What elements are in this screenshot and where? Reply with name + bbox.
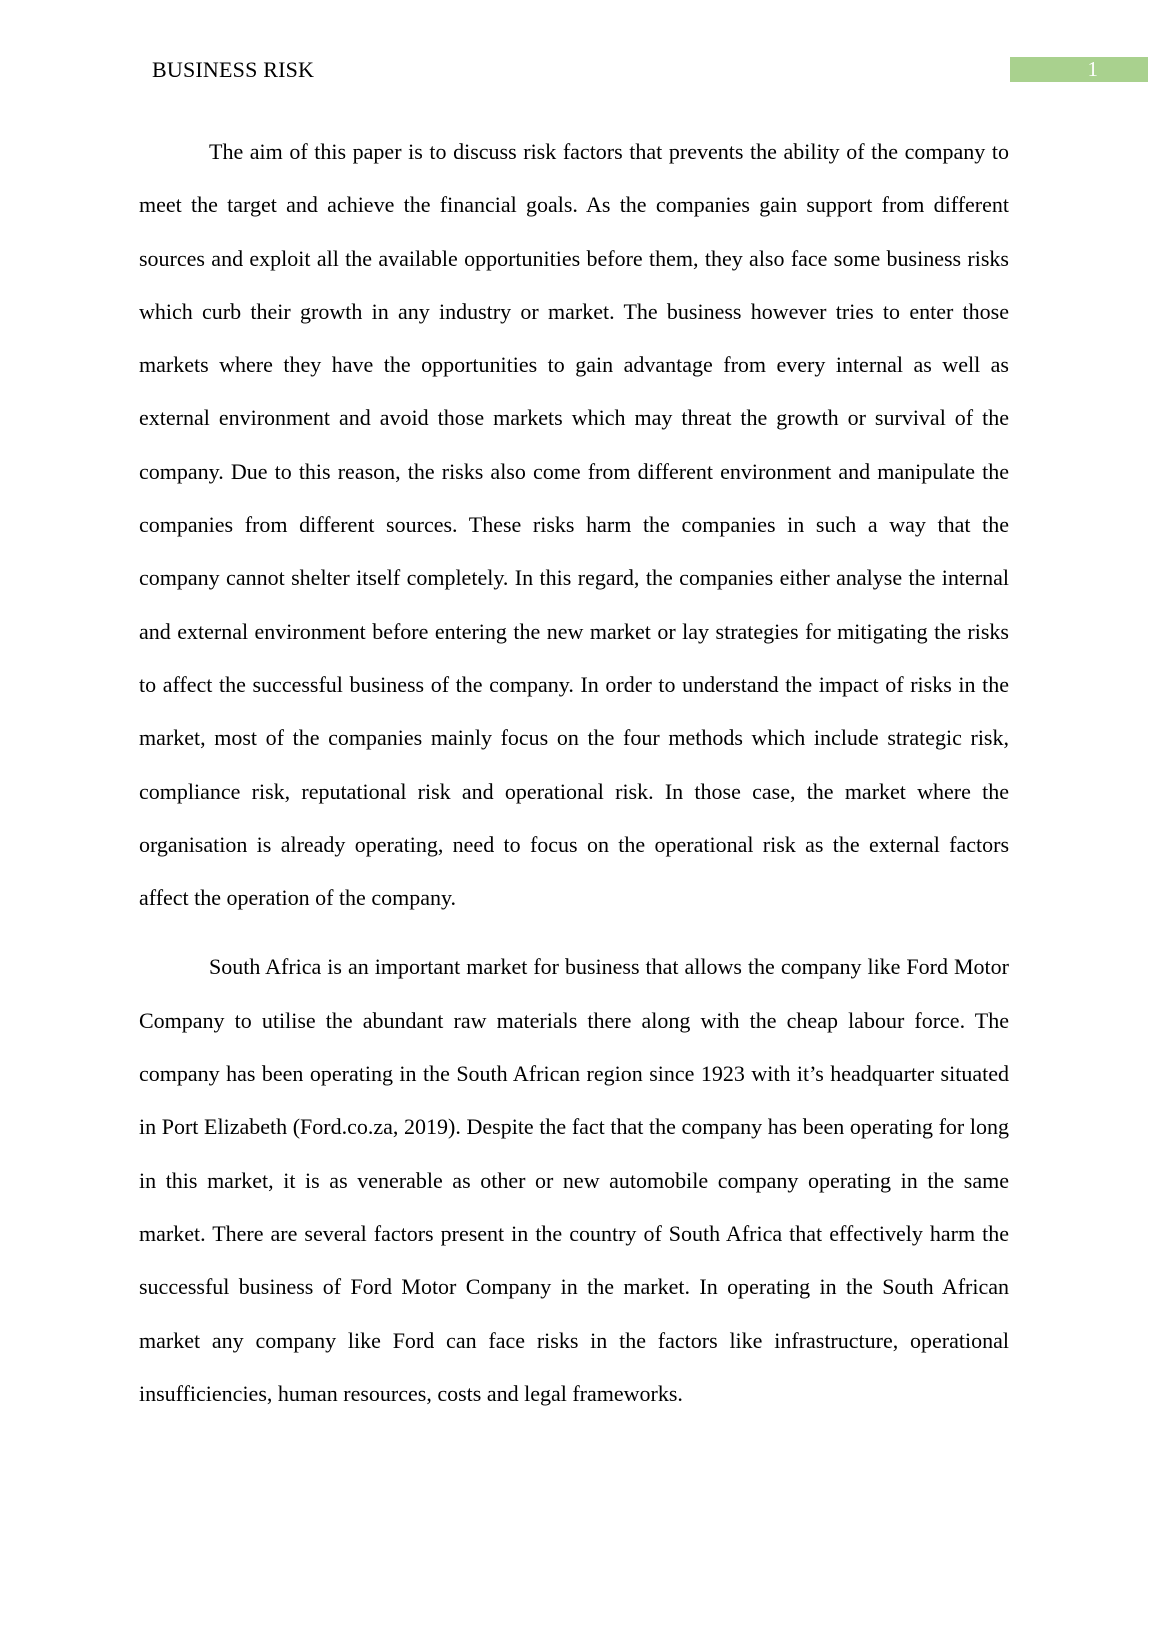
document-body bbox=[139, 125, 1009, 1420]
paragraph-intro: The aim of this paper is to discuss risk factors that prevents the ability of the company to meet the target and achieve the financial goals. As the companies gain support from different sources and exploit all the available opportunities before them, they also face some business risks which curb their growth in any industry or market. The business however tries to enter those markets where they have the opportunities to gain advantage from every internal as well as external environment and avoid those markets which may threat the growth or survival of the company. Due to this reason, the risks also come from different environment and manipulate the companies from different sources. These risks harm the companies in such a way that the company cannot shelter itself completely. In this regard, the companies either analyse the internal and external environment before entering the new market or lay strategies for mitigating the risks to affect the successful business of the company. In order to understand the impact of risks in the market, most of the companies mainly focus on the four methods which include strategic risk, compliance risk, reputational risk and operational risk. In those case, the market where the organisation is already operating, need to focus on the operational risk as the external factors affect the operation of the company. bbox=[139, 139, 1009, 911]
running-head: BUSINESS RISK bbox=[152, 57, 315, 82]
page-number: 1 bbox=[1087, 57, 1098, 81]
paragraph-south-africa: South Africa is an important market for business that allows the company like Ford Motor Company to utilise the abundant raw materials there along with the cheap labour force. The company has been operating in the South African region since 1923 with it’s headquarter situated in Port Elizabeth (Ford.co.za, 2019). Despite the fact that the company has been operating for long in this market, it is as venerable as other or new automobile company operating in the same market. There are several factors present in the country of South Africa that effectively harm the successful business of Ford Motor Company in the market. In operating in the South African market any company like Ford can face risks in the factors like infrastructure, operational insufficiencies, human resources, costs and legal frameworks. bbox=[139, 954, 1009, 1406]
page-number-badge bbox=[1010, 57, 1148, 82]
